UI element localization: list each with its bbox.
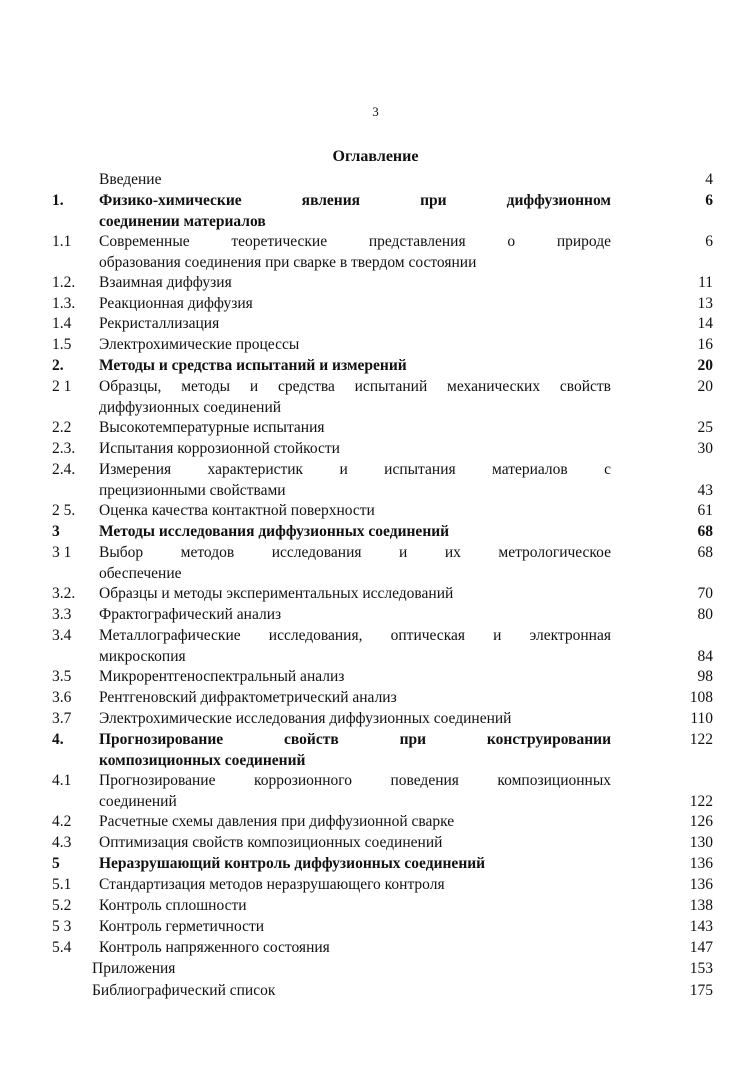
toc-entry-number: 1.1 — [52, 233, 72, 250]
toc-entry-number: 4. — [52, 731, 64, 748]
toc-entry-text-line2: соединений — [99, 792, 177, 810]
toc-entry-page: 153 — [689, 960, 713, 977]
toc-entry-number: 3 — [52, 523, 60, 540]
toc-entry-text-line1: Физико-химические явления при диффузионном — [99, 192, 611, 209]
toc-entry-text: Реакционная диффузия — [99, 295, 253, 312]
toc-entry-text-line1: Выбор методов исследования и их метрологическое — [99, 544, 611, 561]
toc-entry-text: Электрохимические исследования диффузионных соединений — [99, 710, 512, 727]
toc-entry-text — [99, 377, 611, 418]
toc-entry-page: 122 — [689, 731, 713, 748]
toc-entry-number: 1. — [52, 192, 64, 209]
toc-entry-number: 4.1 — [52, 772, 72, 789]
toc-entry-text: Расчетные схемы давления при диффузионной сварке — [99, 813, 455, 830]
toc-entry-text-line2: обеспечение — [99, 564, 182, 582]
toc-entry-number: 3.5 — [52, 668, 72, 685]
toc-entry-text: Образцы и методы экспериментальных исследований — [99, 585, 454, 602]
toc-entry-number: 1.2. — [52, 274, 76, 291]
toc-entry-page: 138 — [689, 897, 713, 914]
toc-entry-number: 2 1 — [52, 378, 72, 395]
toc-entry-text: Оценка качества контактной поверхности — [99, 502, 375, 519]
toc-entry-page: 4 — [705, 171, 713, 188]
toc-entry-page: 6 — [705, 192, 713, 209]
toc-entry-number: 3.3 — [52, 606, 72, 623]
toc-entry-text: Высокотемпературные испытания — [99, 419, 325, 436]
toc-entry-page: 143 — [689, 918, 713, 935]
toc-entry-text: Методы и средства испытаний и измерений — [99, 357, 407, 374]
toc-entry-page: 108 — [689, 689, 713, 706]
toc-entry-number: 5 3 — [52, 918, 72, 935]
toc-entry-text: Контроль герметичности — [99, 918, 265, 935]
toc-entry-text-line2: композиционных соединений — [99, 751, 306, 769]
toc-entry-number: 2. — [52, 357, 64, 374]
toc-entry-number: 3.6 — [52, 689, 72, 706]
toc-entry-page: 110 — [690, 710, 713, 727]
toc-entry-page: 80 — [697, 606, 713, 623]
toc-entry-text: Неразрушающий контроль диффузионных соединений — [99, 855, 486, 872]
toc-entry-text: Рентгеновский дифрактометрический анализ — [99, 689, 397, 706]
toc-entry-number: 2 5. — [52, 502, 76, 519]
toc-entry-text: Электрохимические процессы — [99, 336, 300, 353]
toc-entry-text: Методы исследования диффузионных соединений — [99, 523, 450, 540]
toc-entry-page: 11 — [698, 274, 713, 291]
toc-entry-text: Библиографический список — [92, 982, 276, 999]
toc-entry-text-line2: образования соединения при сварке в твердом состоянии — [99, 253, 477, 271]
toc-entry-number: 2.2 — [52, 419, 72, 436]
toc-entry-number: 4.2 — [52, 813, 72, 830]
toc-entry-text: Фрактографический анализ — [99, 606, 282, 623]
toc-entry-page: 98 — [697, 668, 713, 685]
toc-entry-text-line2: диффузионных соединений — [99, 398, 282, 416]
toc-entry-text: Стандартизация методов неразрушающего контроля — [99, 876, 445, 893]
toc-entry-text: Оптимизация свойств композиционных соединений — [99, 834, 443, 851]
toc-entry-number: 5.4 — [52, 939, 72, 956]
toc-entry-page: 70 — [697, 585, 713, 602]
toc-entry-number: 5.2 — [52, 897, 72, 914]
toc-entry-text — [99, 460, 611, 501]
toc-entry-text-line1: Металлографические исследования, оптическая и электронная — [99, 627, 611, 644]
toc-entry-page: 25 — [697, 419, 713, 436]
toc-entry-number: 2.4. — [52, 461, 76, 478]
toc-entry-text — [99, 771, 611, 812]
toc-entry-text — [99, 626, 611, 667]
toc-entry-number: 3 1 — [52, 544, 72, 561]
toc-entry-text — [99, 730, 611, 771]
toc-entry-number: 1.5 — [52, 336, 72, 353]
toc-title: Оглавление — [332, 148, 419, 165]
toc-entry-number: 3.4 — [52, 627, 72, 644]
toc-entry-text-line1: Прогнозирование свойств при конструировании — [99, 731, 611, 748]
toc-entry-text: Микрорентгеноспектральный анализ — [99, 668, 345, 685]
toc-entry-number: 5.1 — [52, 876, 72, 893]
toc-entry-page: 20 — [697, 378, 713, 395]
toc-entry-text-line2: соединении материалов — [99, 212, 266, 230]
toc-entry-text: Приложения — [92, 960, 176, 977]
toc-entry-page: 136 — [689, 855, 713, 872]
toc-entry-page: 20 — [697, 357, 713, 374]
toc-entry-page: 147 — [689, 939, 713, 956]
toc-entry-text-line1: Современные теоретические представления о природе — [99, 233, 611, 250]
toc-entry-text: Введение — [99, 171, 162, 188]
toc-entry-number: 3.2. — [52, 585, 76, 602]
toc-entry-page: 136 — [689, 876, 713, 893]
toc-entry-text: Рекристаллизация — [99, 315, 220, 332]
toc-entry-page: 6 — [705, 233, 713, 250]
toc-entry-text-line1: Образцы, методы и средства испытаний механических свойств — [99, 378, 611, 395]
page-number: 3 — [372, 104, 379, 119]
toc-entry-page: 61 — [697, 502, 713, 519]
toc-entry-text — [99, 232, 611, 273]
toc-entry-text — [99, 191, 611, 232]
toc-entry-page: 13 — [697, 295, 713, 312]
toc-entry-number: 1.4 — [52, 315, 72, 332]
toc-entry-page: 126 — [689, 813, 713, 830]
toc-entry-number: 2.3. — [52, 440, 76, 457]
toc-entry-text: Взаимная диффузия — [99, 274, 232, 291]
toc-entry-page: 43 — [697, 481, 713, 499]
toc-entry-text-line1: Прогнозирование коррозионного поведения композиционных — [99, 772, 611, 789]
toc-entry-number: 1.3. — [52, 295, 76, 312]
toc-entry-text — [99, 543, 611, 584]
toc-entry-page: 68 — [697, 544, 713, 561]
toc-entry-page: 16 — [697, 336, 713, 353]
toc-entry-page: 30 — [697, 440, 713, 457]
toc-entry-text-line2: прецизионными свойствами — [99, 481, 286, 499]
toc-entry-page: 68 — [697, 523, 713, 540]
toc-entry-page: 175 — [689, 982, 713, 999]
toc-entry-number: 5 — [52, 855, 60, 872]
toc-entry-text: Контроль напряженного состояния — [99, 939, 330, 956]
toc-entry-text-line1: Измерения характеристик и испытания материалов с — [99, 461, 611, 478]
toc-entry-page: 130 — [689, 834, 713, 851]
toc-entry-number: 3.7 — [52, 710, 72, 727]
toc-entry-number: 4.3 — [52, 834, 72, 851]
toc-entry-page: 122 — [689, 792, 713, 810]
toc-entry-text: Испытания коррозионной стойкости — [99, 440, 340, 457]
toc-entry-text: Контроль сплошности — [99, 897, 247, 914]
toc-entry-page: 14 — [697, 315, 713, 332]
toc-entry-page: 84 — [697, 647, 713, 665]
toc-entry-text-line2: микроскопия — [99, 647, 186, 665]
